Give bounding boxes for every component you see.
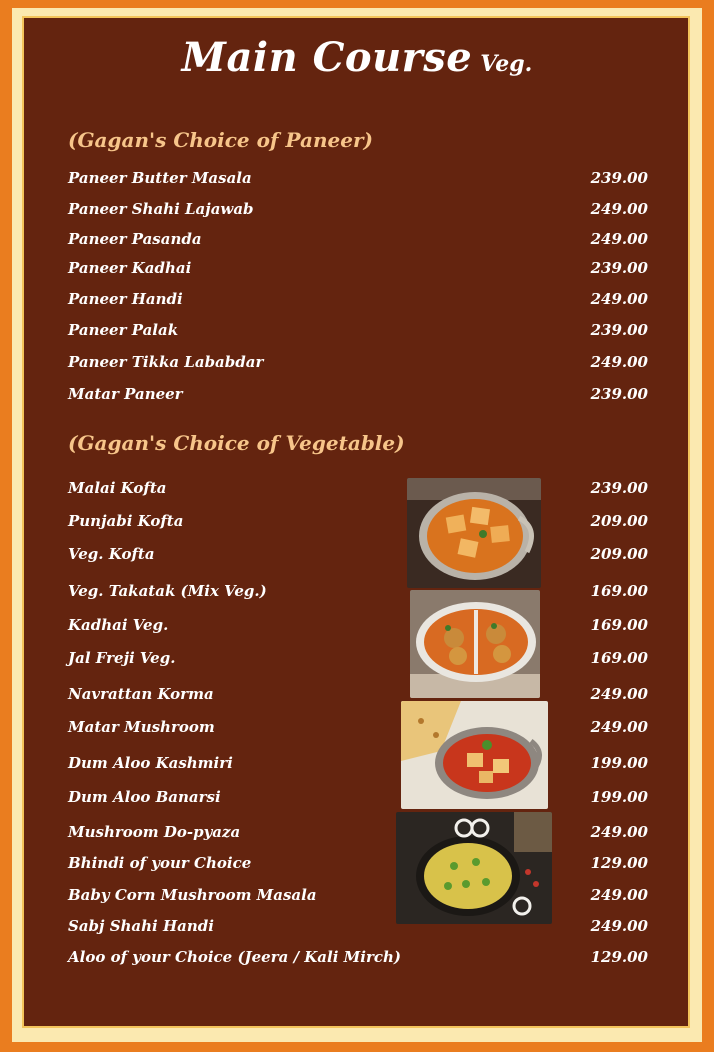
item-price: 209.00: [590, 545, 648, 563]
item-name: Matar Mushroom: [68, 718, 215, 736]
item-name: Matar Paneer: [68, 385, 183, 403]
item-price: 249.00: [590, 290, 648, 308]
item-name: Navrattan Korma: [68, 685, 214, 703]
menu-item: [68, 228, 648, 250]
title-sub: Veg.: [480, 51, 533, 77]
item-price: 249.00: [590, 230, 648, 248]
item-name: Mushroom Do-pyaza: [68, 823, 241, 841]
item-name: Dum Aloo Banarsi: [68, 788, 221, 806]
menu-item: [68, 510, 648, 532]
item-name: Bhindi of your Choice: [68, 854, 252, 872]
menu-item: [68, 257, 648, 279]
menu-item: [68, 319, 648, 341]
dish-photo-corn-masala: [396, 812, 552, 924]
menu-item: [68, 198, 648, 220]
item-name: Paneer Pasanda: [68, 230, 202, 248]
menu-item: [68, 351, 648, 373]
menu-item: [68, 786, 648, 808]
menu-item: [68, 716, 648, 738]
item-price: 249.00: [590, 353, 648, 371]
dish-photo-aloo-curry: [401, 701, 548, 809]
item-name: Kadhai Veg.: [68, 616, 169, 634]
menu-item: [68, 288, 648, 310]
item-name: Sabj Shahi Handi: [68, 917, 214, 935]
menu-item: [68, 383, 648, 405]
item-name: Paneer Handi: [68, 290, 183, 308]
menu-item: [68, 543, 648, 565]
item-price: 209.00: [590, 512, 648, 530]
item-name: Punjabi Kofta: [68, 512, 184, 530]
dish-photo-paneer-curry: [407, 478, 541, 588]
menu-item: [68, 915, 648, 937]
item-price: 249.00: [590, 917, 648, 935]
page-title: [0, 34, 714, 81]
item-name: Paneer Palak: [68, 321, 179, 339]
item-name: Veg. Kofta: [68, 545, 155, 563]
item-name: Baby Corn Mushroom Masala: [68, 886, 317, 904]
item-price: 239.00: [590, 385, 648, 403]
item-price: 249.00: [590, 200, 648, 218]
item-price: 129.00: [590, 854, 648, 872]
item-price: 249.00: [590, 685, 648, 703]
item-price: 249.00: [590, 886, 648, 904]
item-price: 239.00: [590, 169, 648, 187]
item-name: Paneer Tikka Lababdar: [68, 353, 264, 371]
menu-item: [68, 946, 648, 968]
item-price: 249.00: [590, 823, 648, 841]
dish-photo-kofta-curry: [410, 590, 540, 698]
menu-item: [68, 852, 648, 874]
item-price: 169.00: [590, 616, 648, 634]
menu-item: [68, 167, 648, 189]
item-price: 239.00: [590, 321, 648, 339]
menu-item: [68, 614, 648, 636]
item-name: Jal Freji Veg.: [68, 649, 176, 667]
item-price: 169.00: [590, 582, 648, 600]
section-heading-paneer: (Gagan's Choice of Paneer): [68, 128, 373, 152]
item-name: Veg. Takatak (Mix Veg.): [68, 582, 267, 600]
item-price: 169.00: [590, 649, 648, 667]
item-name: Paneer Butter Masala: [68, 169, 252, 187]
menu-item: [68, 683, 648, 705]
menu-item: [68, 580, 648, 602]
menu-item: [68, 884, 648, 906]
menu-item: [68, 477, 648, 499]
item-price: 239.00: [590, 479, 648, 497]
item-price: 249.00: [590, 718, 648, 736]
section-heading-vegetable: (Gagan's Choice of Vegetable): [68, 431, 405, 455]
menu-item: [68, 821, 648, 843]
item-price: 129.00: [590, 948, 648, 966]
item-name: Malai Kofta: [68, 479, 167, 497]
item-name: Aloo of your Choice (Jeera / Kali Mirch): [68, 948, 401, 966]
item-price: 199.00: [590, 754, 648, 772]
item-name: Dum Aloo Kashmiri: [68, 754, 233, 772]
item-name: Paneer Shahi Lajawab: [68, 200, 254, 218]
title-main: Main Course: [181, 34, 473, 81]
item-price: 239.00: [590, 259, 648, 277]
menu-item: [68, 752, 648, 774]
item-price: 199.00: [590, 788, 648, 806]
menu-item: [68, 647, 648, 669]
item-name: Paneer Kadhai: [68, 259, 192, 277]
